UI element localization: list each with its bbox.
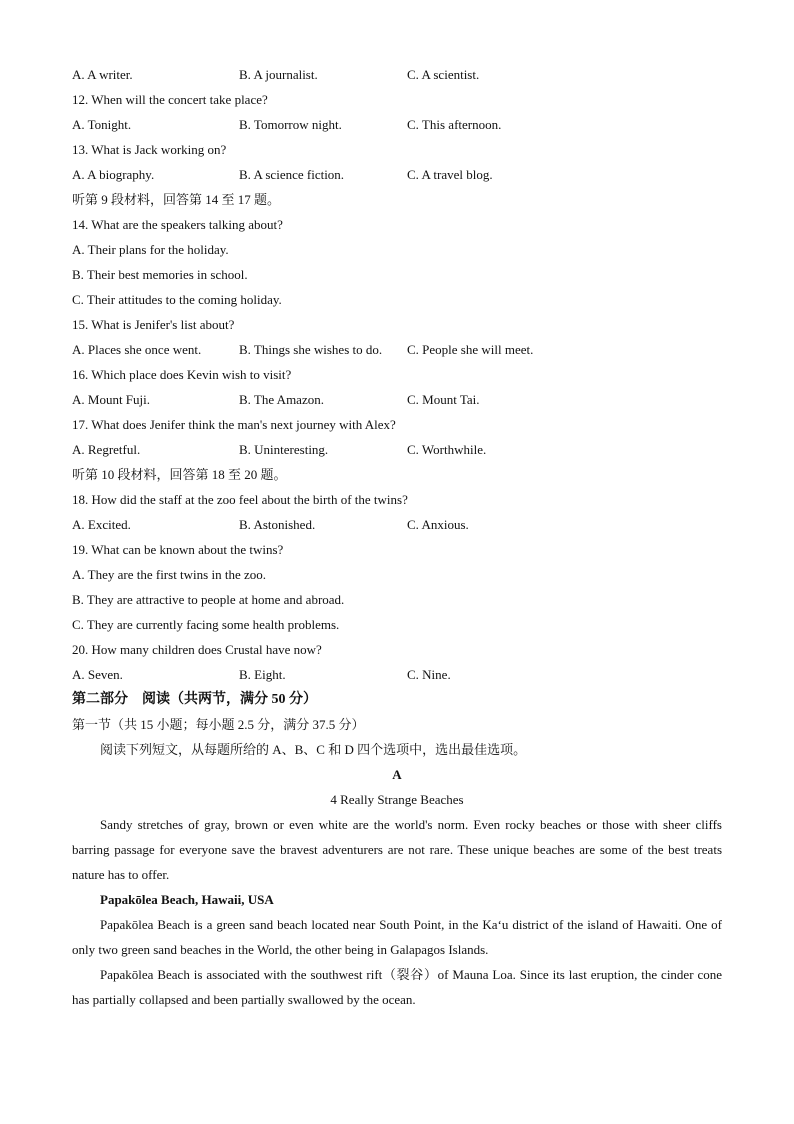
section-10-instruction: 听第 10 段材料，回答第 18 至 20 题。 [72,467,287,482]
q13-options [72,162,722,187]
q19-option-a: A. They are the first twins in the zoo. [72,567,266,582]
q16-stem: 16. Which place does Kevin wish to visit? [72,367,292,382]
q13-stem: 13. What is Jack working on? [72,142,227,157]
q11-option-b: B. A journalist. [239,67,318,82]
exam-page [72,62,722,1012]
passage-title: 4 Really Strange Beaches [330,792,464,807]
q13-option-b: B. A science fiction. [239,167,345,182]
q14-option-c: C. Their attitudes to the coming holiday. [72,292,282,307]
q16-options [72,387,722,412]
reading-instruction: 阅读下列短文，从每题所给的 A、B、C 和 D 四个选项中，选出最佳选项。 [100,742,527,757]
q17-option-a: A. Regretful. [72,442,141,457]
q15-option-c: C. People she will meet. [407,342,534,357]
q14-stem: 14. What are the speakers talking about? [72,217,283,232]
passage-paragraph-1: Papakōlea Beach is a green sand beach located near South Point, in the Ka‘u district of the island of Hawaiti. One of only two green sand beaches in the World, the other being in Galapagos Islands. [72,917,722,957]
q16-option-b: B. The Amazon. [239,392,324,407]
q19-option-c: C. They are currently facing some health problems. [72,617,340,632]
q12-option-c: C. This afternoon. [407,117,502,132]
q11-option-a: A. A writer. [72,67,133,82]
q20-options [72,662,722,687]
q20-option-b: B. Eight. [239,667,286,682]
q18-stem: 18. How did the staff at the zoo feel about the birth of the twins? [72,492,408,507]
q15-options [72,337,722,362]
q16-option-c: C. Mount Tai. [407,392,480,407]
section-9-instruction: 听第 9 段材料，回答第 14 至 17 题。 [72,192,281,207]
passage-paragraph-2: Papakōlea Beach is associated with the southwest rift（裂谷）of Mauna Loa. Since its last eruption, the cinder cone has partially collapsed and been partially swallowed by the ocean. [72,967,722,1007]
passage-subheading: Papakōlea Beach, Hawaii, USA [100,892,274,907]
q17-option-c: C. Worthwhile. [407,442,487,457]
q12-option-b: B. Tomorrow night. [239,117,342,132]
q20-stem: 20. How many children does Crustal have now? [72,642,322,657]
q16-option-a: A. Mount Fuji. [72,392,151,407]
q18-option-b: B. Astonished. [239,517,316,532]
q18-option-c: C. Anxious. [407,517,469,532]
passage-intro-paragraph: Sandy stretches of gray, brown or even white are the world's norm. Even rocky beaches or those with sheer cliffs barring passage for everyone save the bravest adventurers are not rare. These unique beaches are some of the best treats nature has to offer. [72,817,722,882]
q13-option-c: C. A travel blog. [407,167,493,182]
part-2-heading: 第二部分 阅读（共两节，满分 50 分） [72,692,317,707]
q11-option-c: C. A scientist. [407,67,480,82]
q17-stem: 17. What does Jenifer think the man's next journey with Alex? [72,417,396,432]
q17-option-b: B. Uninteresting. [239,442,329,457]
q19-stem: 19. What can be known about the twins? [72,542,284,557]
q14-option-a: A. Their plans for the holiday. [72,242,229,257]
q20-option-c: C. Nine. [407,667,451,682]
q12-option-a: A. Tonight. [72,117,132,132]
q13-option-a: A. A biography. [72,167,155,182]
q11-options [72,62,722,87]
q15-option-b: B. Things she wishes to do. [239,342,383,357]
q20-option-a: A. Seven. [72,667,123,682]
section-1-heading: 第一节（共 15 小题；每小题 2.5 分，满分 37.5 分） [72,717,365,732]
passage-letter: A [392,767,402,782]
q19-option-b: B. They are attractive to people at home and abroad. [72,592,345,607]
q15-option-a: A. Places she once went. [72,342,202,357]
q14-option-b: B. Their best memories in school. [72,267,248,282]
q12-options [72,112,722,137]
q17-options [72,437,722,462]
q18-options [72,512,722,537]
q15-stem: 15. What is Jenifer's list about? [72,317,235,332]
q18-option-a: A. Excited. [72,517,131,532]
q12-stem: 12. When will the concert take place? [72,92,268,107]
